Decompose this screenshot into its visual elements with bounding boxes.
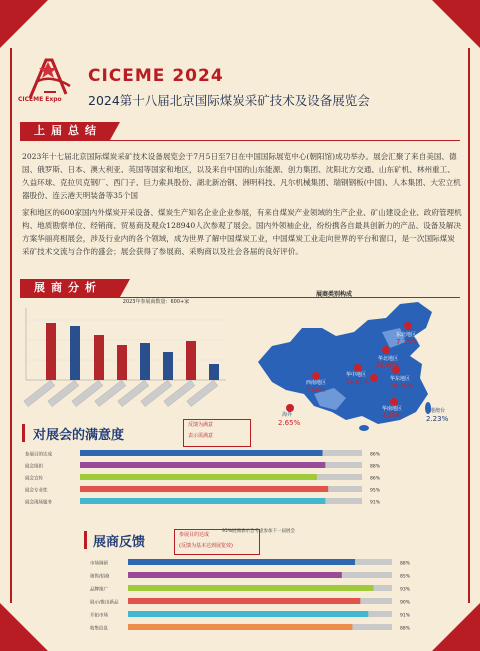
region-label: 港澳台 xyxy=(430,408,446,414)
corner-decoration xyxy=(0,0,48,48)
map-island-hainan xyxy=(359,425,369,431)
summary-heading: 上届总结 xyxy=(20,122,110,140)
region-label: 海外 xyxy=(282,412,293,418)
bar xyxy=(117,345,127,380)
brand-title: CICEME 2024 xyxy=(88,66,224,86)
satisfaction-footnote: 95%展商表示会考虑参加下一届展会 xyxy=(222,529,296,534)
region-value: 4.35% xyxy=(382,412,402,419)
pin xyxy=(354,364,362,372)
region-label: 华南地区 xyxy=(382,406,403,412)
region-label: 华东地区 xyxy=(390,376,411,382)
region-value: 2.23% xyxy=(426,415,449,423)
bar-fill xyxy=(80,474,317,480)
region-value: 32.98% xyxy=(376,362,399,369)
row-label: 开拓市场 xyxy=(90,613,108,619)
region-value: 7.25% xyxy=(396,338,419,346)
bar-percent: 88% xyxy=(400,626,411,632)
exhibitor-bar-chart xyxy=(16,296,238,414)
bar-percent: 90% xyxy=(400,600,411,606)
summary-paragraph-1: 2023年十七届北京国际煤炭采矿技术设备展览会于7月5日至7日在中国国际展览中心(朝阳馆)成功举办。展会汇聚了来自美国、德国、俄罗斯、日本、澳大利亚、英国等国家和地区，以及来自中国的山东能源、创力集团、沈阳北方交通、山东矿机、林州重工、久益环球、克拉贝克钢厂、西门子、巨力索具股份、湖北新冶钢、洲明科技、凡尔机械集团、瑞钢钢板(中国)、人本集团、大宏立机器股份、连云港天明装备等35个国 xyxy=(22,152,461,200)
logo xyxy=(26,56,74,100)
legend-item: (反馈为基本达到展览效) xyxy=(179,543,233,549)
satisfaction-legend-box xyxy=(183,419,251,447)
bar xyxy=(186,341,196,380)
feedback-legend-box xyxy=(174,529,260,555)
bar-percent: 93% xyxy=(400,587,411,593)
region-label: 西南地区 xyxy=(306,380,327,386)
bar xyxy=(70,326,80,380)
bar-fill xyxy=(128,585,374,591)
bar-fill xyxy=(128,572,342,578)
bar-fill xyxy=(80,486,328,492)
bar xyxy=(163,352,173,380)
row-label: 展会宣传 xyxy=(25,476,43,482)
legend-item: 参展目的达成 xyxy=(179,532,210,538)
bar-fill xyxy=(80,450,323,456)
pin xyxy=(404,322,412,330)
bar-percent: 86% xyxy=(370,452,381,458)
region-label: 东北地区 xyxy=(396,332,417,338)
row-label: 展会现场服务 xyxy=(25,500,52,506)
border-line xyxy=(468,48,470,603)
bar-fill xyxy=(128,598,360,604)
bar-fill xyxy=(128,611,368,617)
bar xyxy=(94,335,104,380)
region-label: 华中地区 xyxy=(346,372,367,378)
bar-percent: 88% xyxy=(370,464,381,470)
map-landmass xyxy=(258,302,432,424)
map-title: 展商类别构成 xyxy=(316,291,353,298)
bar-percent: 86% xyxy=(370,476,381,482)
bar-fill xyxy=(80,498,325,504)
corner-decoration xyxy=(432,0,480,48)
bar-percent: 88% xyxy=(400,561,411,567)
legend-item: 表示需满意 xyxy=(188,433,214,439)
pin xyxy=(382,346,390,354)
row-label: 收集信息 xyxy=(90,626,108,632)
row-label: 展示/推出新品 xyxy=(90,600,119,606)
pin xyxy=(370,374,378,382)
section-accent-bar xyxy=(84,531,87,549)
pin xyxy=(390,398,398,406)
bar-chart-title: 2023年参展商数量：600+家 xyxy=(122,299,190,305)
region-value: 26.61% xyxy=(346,379,369,386)
row-label: 市场调研 xyxy=(90,561,108,567)
row-label: 品牌推广 xyxy=(90,587,108,593)
event-subtitle: 2024第十八届北京国际煤炭采矿技术及设备展览会 xyxy=(88,93,370,108)
feedback-bar-chart xyxy=(84,553,460,643)
feedback-title: 展商反馈 xyxy=(93,535,146,550)
pin xyxy=(312,372,320,380)
bar-percent: 91% xyxy=(370,500,381,506)
summary-paragraph-2: 家和地区的600家国内外煤炭开采设备、煤炭生产知名企业企业参展，有来自煤炭产业领域的生产企业、矿山建设企业、政府管理机构、地质勘察单位、经销商、贸易商及观众128940人次参观了展会。国内外领袖企业，纷纷携各自最具创新力的产品、设备及解决方案华丽亮相展会，涉及行业内的各个领域，成为世界了解中国煤炭工业，中国煤炭工业走向世界的平台和窗口，是一次国际煤炭采矿技术交流与合作的盛会；展会获得了参展商、采购商以及社会各届的良好评价。 xyxy=(22,208,462,256)
china-region-map xyxy=(250,298,462,434)
bar-fill xyxy=(80,462,325,468)
section-divider xyxy=(20,140,460,141)
region-value: 18.76% xyxy=(390,383,413,390)
bar xyxy=(46,323,56,380)
region-value: 7.64% xyxy=(306,387,326,394)
legend-item: 反馈为满意 xyxy=(188,422,214,428)
bar-fill xyxy=(128,559,355,565)
bar-percent: 95% xyxy=(370,488,381,494)
corner-decoration xyxy=(0,603,48,651)
region-value: 2.65% xyxy=(278,419,301,427)
bar xyxy=(209,364,219,380)
region-label: 华北地区 xyxy=(378,356,399,362)
row-label: 参展目的达成 xyxy=(25,452,52,458)
bar-percent: 91% xyxy=(400,613,411,619)
bar-fill xyxy=(128,624,352,630)
satisfaction-title: 对展会的满意度 xyxy=(33,428,125,443)
bar-percent: 85% xyxy=(400,574,411,580)
border-line xyxy=(10,48,12,603)
logo-text: CICEME Expo xyxy=(18,96,62,103)
row-label: 展会专业性 xyxy=(25,488,48,494)
pin xyxy=(286,404,294,412)
exhibitor-analysis-heading: 展商分析 xyxy=(20,279,120,297)
row-label: 展会组织 xyxy=(25,464,43,470)
bar xyxy=(140,343,150,380)
row-label: 销售/招商 xyxy=(90,574,110,580)
section-accent-bar xyxy=(22,424,25,442)
